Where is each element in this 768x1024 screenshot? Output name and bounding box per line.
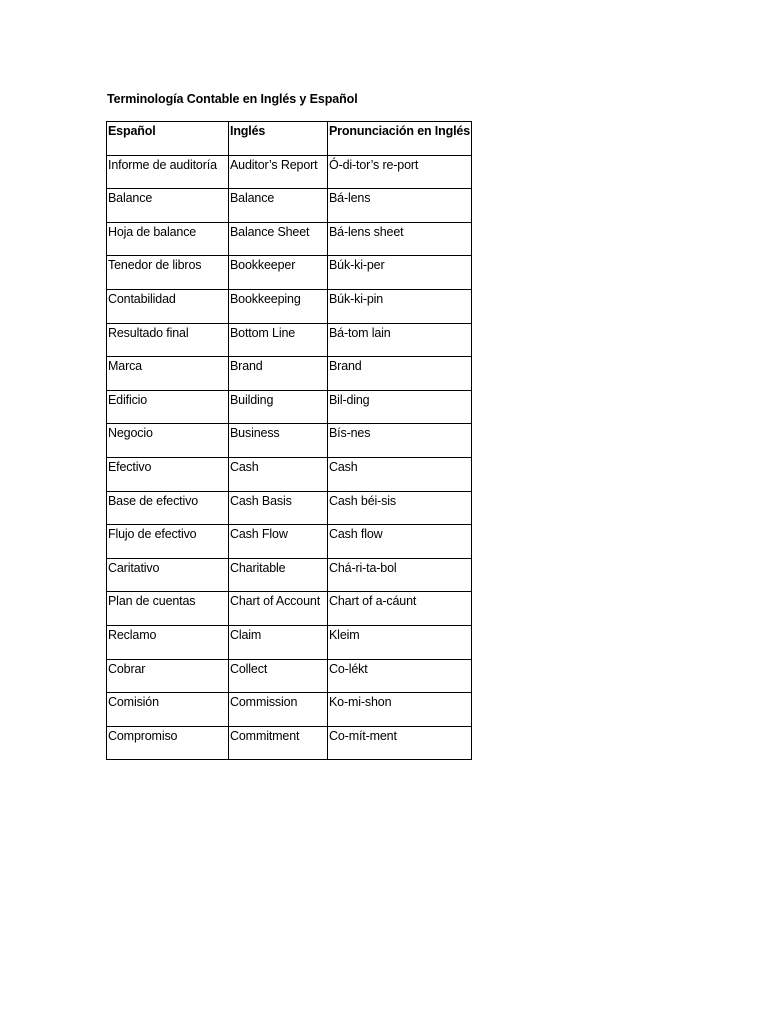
header-row bbox=[107, 122, 472, 156]
table-row bbox=[107, 256, 472, 290]
cell-pronunciation: Cash flow bbox=[328, 525, 472, 559]
cell-pronunciation: Co-lékt bbox=[328, 659, 472, 693]
cell-pronunciation: Bá-tom lain bbox=[328, 323, 472, 357]
table-body bbox=[107, 155, 472, 760]
cell-pronunciation: Brand bbox=[328, 357, 472, 391]
table-row bbox=[107, 357, 472, 391]
table-row bbox=[107, 323, 472, 357]
table-header bbox=[107, 122, 472, 156]
cell-pronunciation: Cash bbox=[328, 457, 472, 491]
cell-spanish: Marca bbox=[107, 357, 229, 391]
cell-spanish: Reclamo bbox=[107, 625, 229, 659]
table-row bbox=[107, 726, 472, 760]
cell-english: Building bbox=[229, 390, 328, 424]
cell-spanish: Edificio bbox=[107, 390, 229, 424]
cell-pronunciation: Cash béi-sis bbox=[328, 491, 472, 525]
cell-pronunciation: Bís-nes bbox=[328, 424, 472, 458]
terminology-table bbox=[106, 121, 472, 760]
table-row bbox=[107, 155, 472, 189]
cell-spanish: Plan de cuentas bbox=[107, 592, 229, 626]
table-row bbox=[107, 558, 472, 592]
cell-pronunciation: Co-mít-ment bbox=[328, 726, 472, 760]
cell-spanish: Base de efectivo bbox=[107, 491, 229, 525]
cell-spanish: Flujo de efectivo bbox=[107, 525, 229, 559]
cell-pronunciation: Bil-ding bbox=[328, 390, 472, 424]
cell-pronunciation: Chart of a-cáunt bbox=[328, 592, 472, 626]
cell-english: Chart of Account bbox=[229, 592, 328, 626]
table-row bbox=[107, 525, 472, 559]
cell-english: Cash bbox=[229, 457, 328, 491]
cell-spanish: Cobrar bbox=[107, 659, 229, 693]
table-row bbox=[107, 424, 472, 458]
table-row bbox=[107, 491, 472, 525]
cell-english: Auditor’s Report bbox=[229, 155, 328, 189]
cell-pronunciation: Ko-mi-shon bbox=[328, 693, 472, 727]
table-row bbox=[107, 289, 472, 323]
table-row bbox=[107, 693, 472, 727]
cell-spanish: Contabilidad bbox=[107, 289, 229, 323]
cell-spanish: Hoja de balance bbox=[107, 222, 229, 256]
table-row bbox=[107, 189, 472, 223]
cell-pronunciation: Búk-ki-per bbox=[328, 256, 472, 290]
table-row bbox=[107, 625, 472, 659]
cell-spanish: Compromiso bbox=[107, 726, 229, 760]
table-row bbox=[107, 390, 472, 424]
cell-english: Bookkeeper bbox=[229, 256, 328, 290]
cell-english: Business bbox=[229, 424, 328, 458]
table-row bbox=[107, 222, 472, 256]
cell-english: Brand bbox=[229, 357, 328, 391]
table-row bbox=[107, 659, 472, 693]
cell-spanish: Informe de auditoría bbox=[107, 155, 229, 189]
header-pronunciation: Pronunciación en Inglés bbox=[328, 122, 472, 156]
cell-english: Cash Basis bbox=[229, 491, 328, 525]
cell-spanish: Efectivo bbox=[107, 457, 229, 491]
cell-spanish: Negocio bbox=[107, 424, 229, 458]
cell-pronunciation: Bá-lens bbox=[328, 189, 472, 223]
table-row bbox=[107, 592, 472, 626]
cell-english: Balance Sheet bbox=[229, 222, 328, 256]
cell-pronunciation: Kleim bbox=[328, 625, 472, 659]
cell-pronunciation: Chá-ri-ta-bol bbox=[328, 558, 472, 592]
cell-spanish: Tenedor de libros bbox=[107, 256, 229, 290]
cell-english: Collect bbox=[229, 659, 328, 693]
table-row bbox=[107, 457, 472, 491]
header-english: Inglés bbox=[229, 122, 328, 156]
cell-english: Balance bbox=[229, 189, 328, 223]
cell-spanish: Resultado final bbox=[107, 323, 229, 357]
cell-pronunciation: Ó-di-tor’s re-port bbox=[328, 155, 472, 189]
cell-english: Commitment bbox=[229, 726, 328, 760]
cell-english: Commission bbox=[229, 693, 328, 727]
cell-english: Cash Flow bbox=[229, 525, 328, 559]
cell-english: Claim bbox=[229, 625, 328, 659]
cell-spanish: Comisión bbox=[107, 693, 229, 727]
cell-spanish: Balance bbox=[107, 189, 229, 223]
cell-english: Charitable bbox=[229, 558, 328, 592]
cell-pronunciation: Búk-ki-pin bbox=[328, 289, 472, 323]
cell-pronunciation: Bá-lens sheet bbox=[328, 222, 472, 256]
cell-english: Bottom Line bbox=[229, 323, 328, 357]
cell-english: Bookkeeping bbox=[229, 289, 328, 323]
document-title: Terminología Contable en Inglés y Español bbox=[107, 92, 358, 106]
cell-spanish: Caritativo bbox=[107, 558, 229, 592]
header-spanish: Español bbox=[107, 122, 229, 156]
